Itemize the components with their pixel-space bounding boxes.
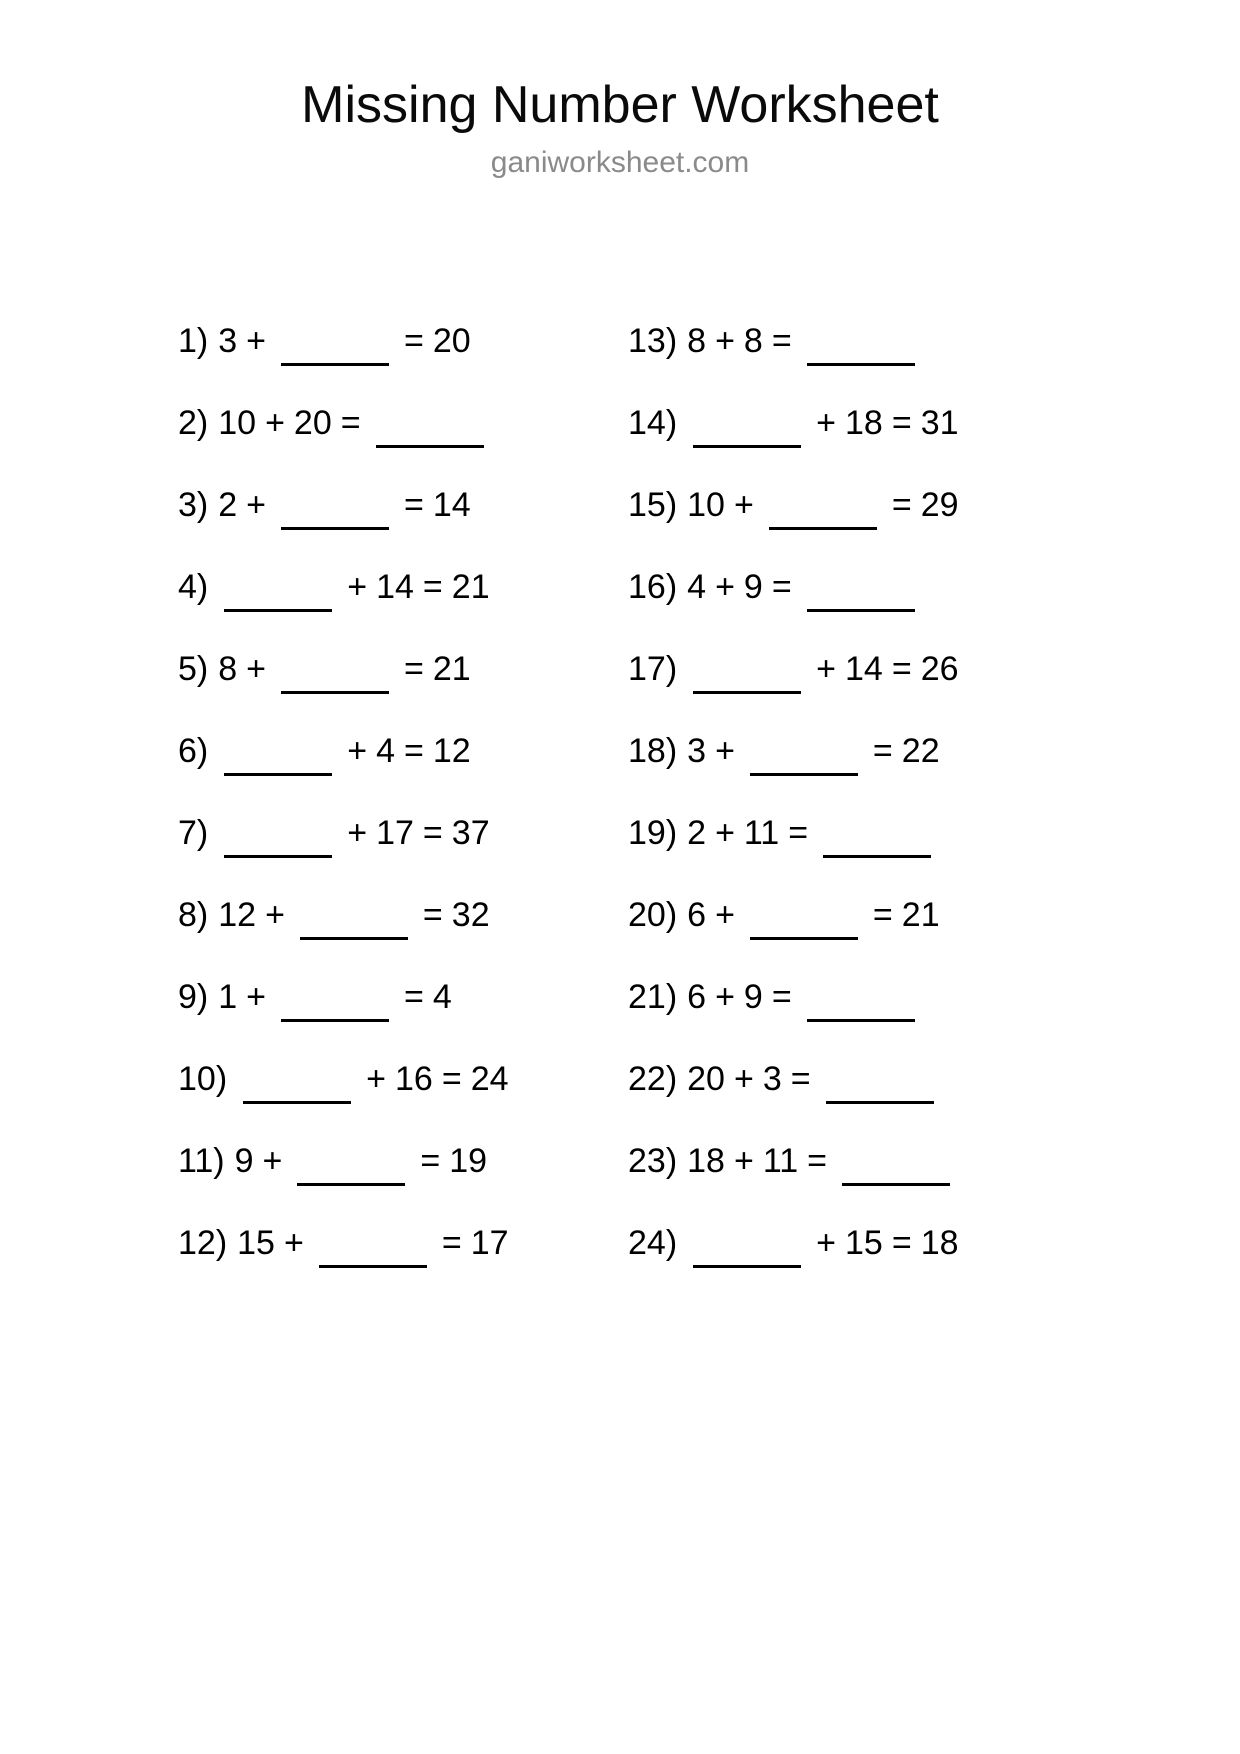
- plus-operator: +: [715, 896, 735, 934]
- plus-operator: +: [246, 650, 267, 688]
- problem-number: 13): [628, 322, 678, 360]
- operand-b: 17: [376, 814, 414, 852]
- answer-blank[interactable]: [807, 583, 915, 612]
- problem-number: 7): [178, 814, 209, 852]
- page-title: Missing Number Worksheet: [301, 76, 939, 134]
- plus-operator: +: [246, 322, 267, 360]
- problem-number: 17): [628, 650, 678, 688]
- equals-operator: =: [422, 896, 443, 934]
- problem-row: [178, 1202, 628, 1284]
- equals-operator: =: [771, 978, 792, 1016]
- equals-operator: =: [891, 404, 912, 442]
- operand-b: 11: [762, 1142, 799, 1180]
- answer-blank[interactable]: [693, 665, 801, 694]
- answer-blank[interactable]: [750, 747, 858, 776]
- plus-operator: +: [733, 1142, 754, 1180]
- result-value: 19: [449, 1142, 488, 1180]
- answer-blank[interactable]: [842, 1157, 950, 1186]
- equals-operator: =: [404, 322, 424, 360]
- worksheet-header: [0, 0, 1240, 178]
- answer-blank[interactable]: [281, 501, 389, 530]
- answer-blank[interactable]: [769, 501, 877, 530]
- result-value: 18: [920, 1224, 959, 1262]
- plus-operator: +: [347, 732, 368, 770]
- problem-row: [628, 628, 1078, 710]
- equals-operator: =: [422, 814, 443, 852]
- plus-operator: +: [347, 568, 368, 606]
- problem-row: [178, 792, 628, 874]
- equals-operator: =: [771, 568, 792, 606]
- answer-blank[interactable]: [807, 993, 915, 1022]
- result-value: 32: [451, 896, 490, 934]
- operand-a: 1: [218, 978, 238, 1016]
- operand-a: 8: [687, 322, 707, 360]
- result-value: 31: [920, 404, 959, 442]
- equals-operator: =: [807, 1142, 827, 1180]
- equals-operator: =: [788, 814, 809, 852]
- problem-number: 1): [178, 322, 209, 360]
- operand-b: 14: [845, 650, 883, 688]
- problem-number: 11): [178, 1142, 225, 1180]
- result-value: 20: [432, 322, 471, 360]
- problem-number: 12): [178, 1224, 228, 1262]
- answer-blank[interactable]: [224, 829, 332, 858]
- plus-operator: +: [246, 486, 267, 524]
- problem-number: 23): [628, 1142, 678, 1180]
- problem-row: [628, 1120, 1078, 1202]
- equals-operator: =: [872, 896, 893, 934]
- plus-operator: +: [283, 1224, 304, 1262]
- result-value: 37: [451, 814, 490, 852]
- problem-row: [178, 546, 628, 628]
- problem-number: 22): [628, 1060, 678, 1098]
- answer-blank[interactable]: [281, 665, 389, 694]
- result-value: 24: [470, 1060, 509, 1098]
- operand-a: 3: [687, 732, 707, 770]
- answer-blank[interactable]: [693, 419, 801, 448]
- problem-row: [178, 628, 628, 710]
- equals-operator: =: [790, 1060, 811, 1098]
- problem-number: 21): [628, 978, 678, 1016]
- problem-number: 16): [628, 568, 678, 606]
- equals-operator: =: [441, 1060, 462, 1098]
- problem-row: [178, 1038, 628, 1120]
- problem-row: [628, 1202, 1078, 1284]
- equals-operator: =: [420, 1142, 441, 1180]
- answer-blank[interactable]: [826, 1075, 934, 1104]
- operand-a: 10: [687, 486, 725, 524]
- equals-operator: =: [891, 1224, 912, 1262]
- plus-operator: +: [715, 814, 735, 852]
- answer-blank[interactable]: [224, 583, 332, 612]
- plus-operator: +: [715, 322, 735, 360]
- problem-row: [178, 874, 628, 956]
- operand-b: 20: [293, 404, 332, 442]
- operand-a: 6: [687, 978, 707, 1016]
- equals-operator: =: [441, 1224, 462, 1262]
- result-value: 21: [451, 568, 490, 606]
- plus-operator: +: [816, 1224, 836, 1262]
- problem-row: [628, 710, 1078, 792]
- result-value: 17: [470, 1224, 509, 1262]
- answer-blank[interactable]: [693, 1239, 801, 1268]
- operand-a: 8: [218, 650, 238, 688]
- operand-a: 6: [687, 896, 707, 934]
- left-column: [178, 300, 628, 1284]
- equals-operator: =: [422, 568, 443, 606]
- operand-a: 18: [687, 1142, 725, 1180]
- operand-a: 4: [687, 568, 707, 606]
- problem-number: 20): [628, 896, 678, 934]
- problem-number: 6): [178, 732, 209, 770]
- result-value: 26: [920, 650, 959, 688]
- operand-a: 9: [234, 1142, 254, 1180]
- problem-row: [178, 710, 628, 792]
- right-column: [628, 300, 1078, 1284]
- operand-a: 2: [687, 814, 707, 852]
- problem-number: 5): [178, 650, 209, 688]
- answer-blank[interactable]: [281, 993, 389, 1022]
- operand-b: 14: [376, 568, 414, 606]
- problem-number: 14): [628, 404, 678, 442]
- operand-a: 3: [218, 322, 238, 360]
- problem-row: [628, 464, 1078, 546]
- answer-blank[interactable]: [243, 1075, 351, 1104]
- equals-operator: =: [404, 650, 424, 688]
- result-value: 12: [432, 732, 471, 770]
- problem-row: [178, 1120, 628, 1202]
- problem-row: [178, 464, 628, 546]
- equals-operator: =: [404, 486, 424, 524]
- equals-operator: =: [340, 404, 361, 442]
- answer-blank[interactable]: [823, 829, 931, 858]
- problem-row: [628, 956, 1078, 1038]
- result-value: 4: [432, 978, 452, 1016]
- problem-number: 4): [178, 568, 209, 606]
- equals-operator: =: [404, 732, 424, 770]
- problem-row: [628, 1038, 1078, 1120]
- operand-b: 16: [395, 1060, 433, 1098]
- operand-a: 20: [687, 1060, 725, 1098]
- equals-operator: =: [891, 650, 912, 688]
- equals-operator: =: [891, 486, 912, 524]
- answer-blank[interactable]: [376, 419, 484, 448]
- equals-operator: =: [404, 978, 424, 1016]
- plus-operator: +: [265, 404, 285, 442]
- answer-blank[interactable]: [319, 1239, 427, 1268]
- result-value: 29: [920, 486, 959, 524]
- operand-b: 8: [743, 322, 763, 360]
- problem-row: [178, 300, 628, 382]
- plus-operator: +: [715, 568, 735, 606]
- operand-a: 10: [218, 404, 257, 442]
- problem-row: [628, 792, 1078, 874]
- problem-row: [178, 382, 628, 464]
- problem-row: [628, 546, 1078, 628]
- problem-row: [628, 300, 1078, 382]
- answer-blank[interactable]: [750, 911, 858, 940]
- answer-blank[interactable]: [300, 911, 408, 940]
- operand-b: 4: [376, 732, 396, 770]
- problem-number: 15): [628, 486, 678, 524]
- problem-number: 3): [178, 486, 209, 524]
- problem-number: 8): [178, 896, 209, 934]
- problem-number: 10): [178, 1060, 228, 1098]
- equals-operator: =: [771, 322, 792, 360]
- problem-grid: [0, 300, 1240, 1284]
- problem-number: 18): [628, 732, 678, 770]
- answer-blank[interactable]: [281, 337, 389, 366]
- plus-operator: +: [262, 1142, 283, 1180]
- plus-operator: +: [715, 732, 735, 770]
- answer-blank[interactable]: [807, 337, 915, 366]
- plus-operator: +: [347, 814, 368, 852]
- equals-operator: =: [872, 732, 893, 770]
- plus-operator: +: [366, 1060, 386, 1098]
- plus-operator: +: [733, 1060, 754, 1098]
- result-value: 21: [432, 650, 471, 688]
- answer-blank[interactable]: [297, 1157, 405, 1186]
- problem-row: [628, 382, 1078, 464]
- plus-operator: +: [265, 896, 285, 934]
- problem-number: 19): [628, 814, 678, 852]
- problem-row: [628, 874, 1078, 956]
- plus-operator: +: [816, 650, 836, 688]
- operand-b: 15: [845, 1224, 883, 1262]
- operand-a: 2: [218, 486, 238, 524]
- plus-operator: +: [816, 404, 836, 442]
- operand-a: 15: [237, 1224, 275, 1262]
- operand-a: 12: [218, 896, 257, 934]
- operand-b: 11: [743, 814, 780, 852]
- answer-blank[interactable]: [224, 747, 332, 776]
- operand-b: 18: [845, 404, 883, 442]
- operand-b: 9: [743, 978, 763, 1016]
- plus-operator: +: [733, 486, 754, 524]
- operand-b: 3: [762, 1060, 782, 1098]
- result-value: 14: [432, 486, 471, 524]
- site-credit: ganiworksheet.com: [490, 145, 750, 179]
- problem-number: 9): [178, 978, 209, 1016]
- operand-b: 9: [743, 568, 763, 606]
- problem-number: 24): [628, 1224, 678, 1262]
- result-value: 22: [901, 732, 940, 770]
- result-value: 21: [901, 896, 940, 934]
- plus-operator: +: [246, 978, 267, 1016]
- problem-number: 2): [178, 404, 209, 442]
- plus-operator: +: [715, 978, 735, 1016]
- problem-row: [178, 956, 628, 1038]
